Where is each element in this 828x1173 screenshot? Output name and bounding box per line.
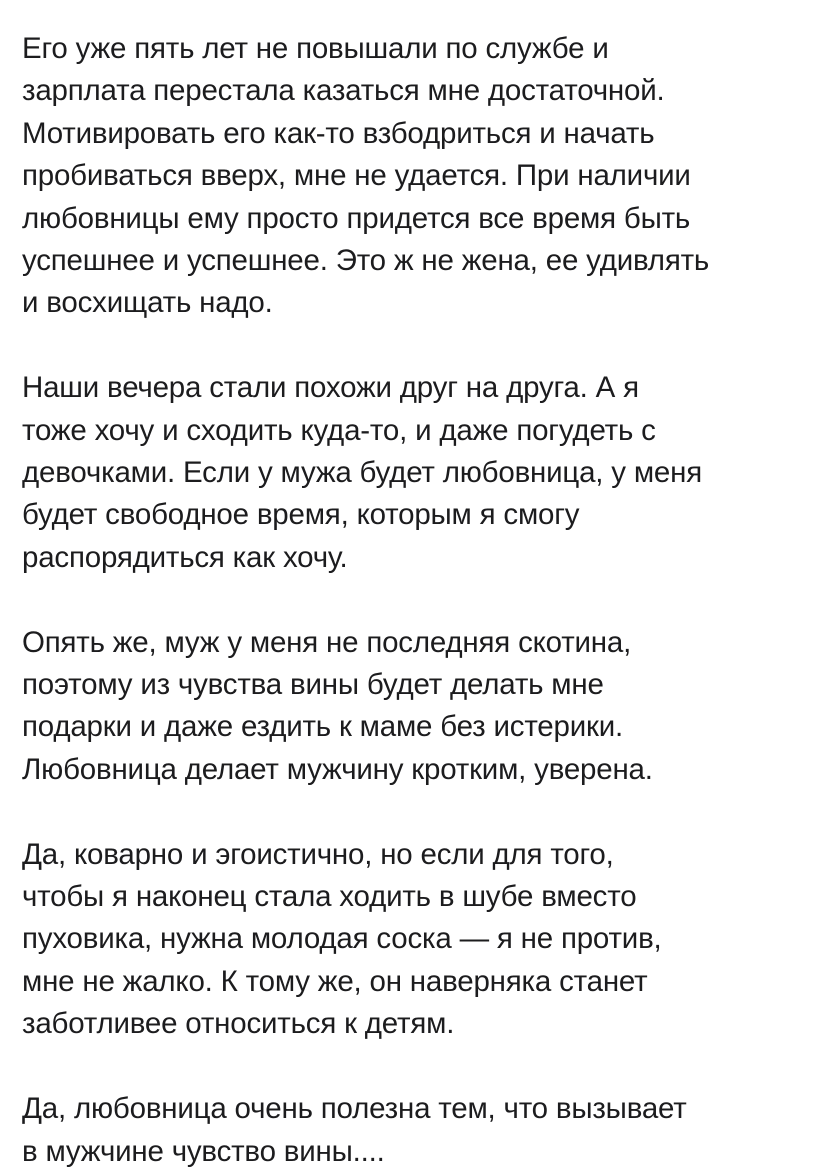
- paragraph-2: [22, 367, 812, 579]
- paragraph-4: [22, 834, 812, 1046]
- text-line: тоже хочу и сходить куда-то, и даже погудеть с: [22, 413, 656, 447]
- text-line: будет свободное время, которым я смогу: [22, 498, 580, 532]
- paragraph-5: [22, 1088, 812, 1173]
- text-line: пуховика, нужна молодая соска — я не против,: [22, 922, 662, 956]
- text-line: Любовница делает мужчину кротким, уверена.: [22, 752, 653, 786]
- text-line: и восхищать надо.: [22, 286, 273, 320]
- text-line: зарплата перестала казаться мне достаточной.: [22, 74, 665, 108]
- text-line: в мужчине чувство вины....: [22, 1134, 385, 1168]
- post-text: [22, 28, 812, 1173]
- text-line: Опять же, муж у меня не последняя скотина,: [22, 625, 632, 659]
- text-line: любовницы ему просто придется все время быть: [22, 201, 691, 235]
- text-line: Да, коварно и эгоистично, но если для того,: [22, 837, 614, 871]
- text-line: поэтому из чувства вины будет делать мне: [22, 668, 604, 702]
- paragraph-3: [22, 622, 812, 792]
- text-line: заботливее относиться к детям.: [22, 1007, 455, 1041]
- text-line: Мотивировать его как-то взбодриться и начать: [22, 116, 655, 150]
- text-line: девочками. Если у мужа будет любовница, у меня: [22, 456, 703, 490]
- paragraph-1: [22, 28, 812, 325]
- text-line: подарки и даже ездить к маме без истерики.: [22, 710, 623, 744]
- text-line: успешнее и успешнее. Это ж не жена, ее удивлять: [22, 244, 710, 278]
- text-line: мне не жалко. К тому же, он наверняка станет: [22, 964, 648, 998]
- text-line: Его уже пять лет не повышали по службе и: [22, 32, 609, 65]
- text-line: Наши вечера стали похожи друг на друга. А я: [22, 371, 639, 405]
- text-line: распорядиться как хочу.: [22, 540, 348, 574]
- text-line: Да, любовница очень полезна тем, что вызывает: [22, 1092, 687, 1126]
- text-line: чтобы я наконец стала ходить в шубе вместо: [22, 880, 637, 914]
- text-line: пробиваться вверх, мне не удается. При наличии: [22, 159, 691, 193]
